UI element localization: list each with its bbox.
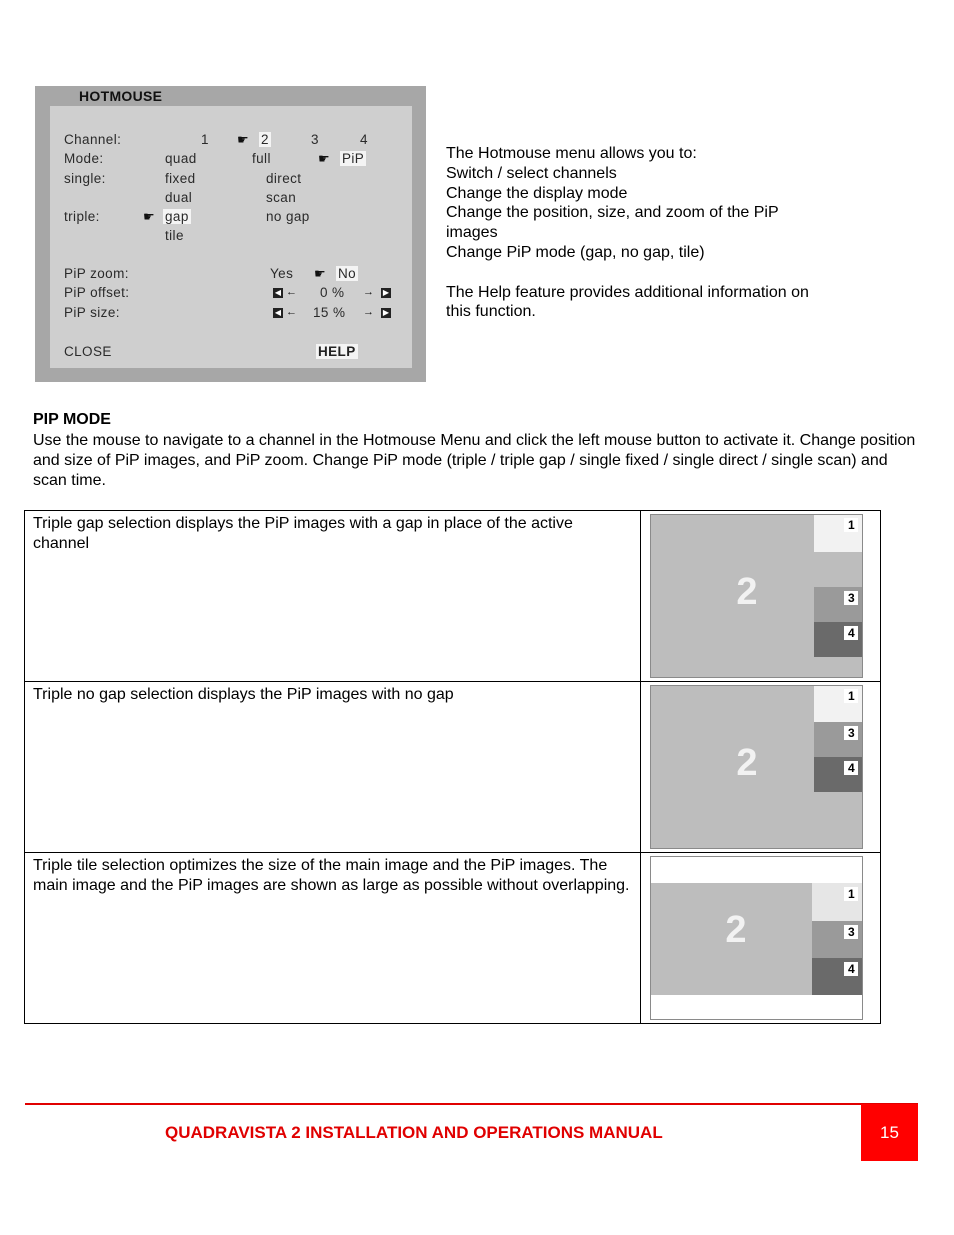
skip-left-icon: ◀ [274,288,282,297]
single-fixed: fixed [165,171,196,186]
pip-number: 3 [844,925,858,939]
desc-line: Switch / select channels [446,164,617,182]
pip-window [812,921,862,958]
desc-line: images [446,224,498,242]
single-direct: direct [266,171,302,186]
main-channel-label: 2 [736,571,758,613]
mode-pip: PiP [342,151,365,166]
close-button: CLOSE [64,344,112,359]
help-button: HELP [318,344,356,359]
triple-label: triple: [64,209,100,224]
triple-no-gap-diagram [650,685,863,849]
pip-size-value: 15 % [313,305,346,320]
hand-pointer-icon: ☛ [237,132,249,147]
hand-pointer-icon: ☛ [318,151,330,166]
table-cell-image [641,853,881,1024]
pip-mode-table [24,510,881,1024]
pip-offset-value: 0 % [320,285,345,300]
pip-number: 3 [844,726,858,740]
mode-full: full [252,151,271,166]
skip-left-icon: ◀ [274,308,282,317]
table-cell-text: Triple tile selection optimizes the size of the main image and the PiP images. The main image and the PiP images are shown as large as possible without overlapping. [25,853,641,1024]
single-dual: dual [165,190,193,205]
page-number: 15 [861,1104,918,1161]
desc-line: Change the display mode [446,184,628,202]
pip-number: 1 [844,887,858,901]
triple-no-gap: no gap [266,209,310,224]
skip-right-icon: ▶ [382,308,390,317]
pip-zoom-yes: Yes [270,266,294,281]
hand-pointer-icon: ☛ [314,266,326,281]
triple-tile-diagram [650,856,863,1020]
desc-line: The Hotmouse menu allows you to: [446,145,697,162]
triple-gap: gap [165,209,189,224]
table-cell-image [641,511,881,682]
footer-divider [25,1103,918,1105]
hotmouse-panel [50,106,412,368]
pip-offset-label: PiP offset: [64,285,130,300]
help-desc-line: this function. [446,303,536,321]
main-channel-label: 2 [736,742,758,784]
triple-tile: tile [165,228,184,243]
single-scan: scan [266,190,297,205]
table-row [25,853,881,1024]
pip-size-label: PiP size: [64,305,120,320]
mode-label: Mode: [64,151,104,166]
help-desc-line: The Help feature provides additional information on [446,283,809,301]
pip-window [814,722,862,757]
table-row [25,511,881,682]
pip-number: 1 [844,689,858,703]
skip-right-icon: ▶ [382,288,390,297]
footer-title: QUADRAVISTA 2 INSTALLATION AND OPERATIONS MANUAL [165,1123,663,1142]
pip-window [814,686,862,722]
pip-number: 4 [844,962,858,976]
pip-window [814,515,862,552]
pip-number: 4 [844,626,858,640]
hand-pointer-icon: ☛ [143,209,155,224]
pip-zoom-label: PiP zoom: [64,266,129,281]
desc-line: Change PiP mode (gap, no gap, tile) [446,243,705,261]
hotmouse-menu-screenshot [35,86,426,382]
pip-number: 4 [844,761,858,775]
desc-line: Change the position, size, and zoom of the PiP [446,204,779,222]
section-body: Use the mouse to navigate to a channel in the Hotmouse Menu and click the left mouse button to activate it. Change position and size of PiP images, and PiP zoom. Change PiP mode (triple / triple gap / single fixed / single direct / single scan) and scan time. [33,432,916,489]
channel-4: 4 [360,132,368,147]
table-cell-text: Triple no gap selection displays the PiP images with no gap [25,682,641,853]
channel-1: 1 [201,132,209,147]
mode-quad: quad [165,151,197,166]
channel-3: 3 [311,132,319,147]
table-cell-text: Triple gap selection displays the PiP images with a gap in place of the active channel [25,511,641,682]
pip-window [812,958,862,995]
hotmouse-title: HOTMOUSE [79,88,163,104]
channel-2: 2 [261,132,269,147]
pip-window [814,587,862,622]
triple-gap-diagram [650,514,863,678]
pip-zoom-no: No [338,266,357,281]
section-heading: PIP MODE [33,411,111,428]
arrow-left-icon: ← [286,306,297,318]
arrow-left-icon: ← [286,286,297,298]
pip-window [814,622,862,657]
pip-window [814,757,862,792]
table-cell-image [641,682,881,853]
hotmouse-description [446,144,846,322]
channel-label: Channel: [64,132,122,147]
single-label: single: [64,171,106,186]
arrow-right-icon: → [363,286,374,298]
pip-number: 1 [844,518,858,532]
arrow-right-icon: → [363,306,374,318]
table-row [25,682,881,853]
pip-number: 3 [844,591,858,605]
pip-window [812,883,862,921]
main-channel-label: 2 [725,909,747,951]
